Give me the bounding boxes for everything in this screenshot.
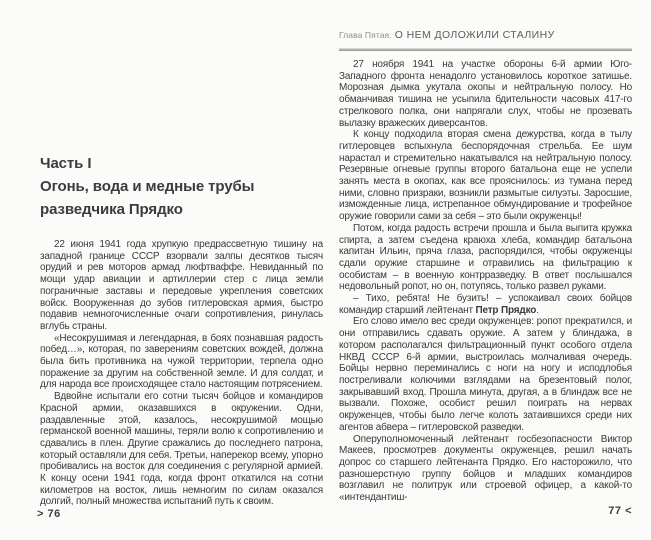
dialogue-text-end: . <box>536 304 539 316</box>
paragraph: Потом, когда радость встречи прошла и была выпита кружка спирта, а затем съедена краюха хлеба, командир батальона капитан Ильин, пряча глаза, распорядился, чтобы окруженцы сдали оружие старшине и отравились на фильтрацию к особистам – в военную контрразведку. В ответ послышался недовольный ропот, но он, потупясь, только развел руками. <box>339 222 632 293</box>
right-body-text <box>339 59 632 504</box>
paragraph: «Несокрушимая и легендарная, в боях познавшая радость побед…», которая, по заверениям советских вождей, должна была бить противника на чужой территории, терпела одно поражение за другим на собственной земле. И для солдат, и для народа все происходящее стало настоящим потрясением. <box>40 332 323 391</box>
page-number-left: > 76 <box>37 508 61 520</box>
dialogue-text: – Тихо, ребята! Не бузить! – успокаивал своих бойцов командир старший лейтенант <box>339 293 632 316</box>
page-number-right: 77 < <box>608 505 632 517</box>
left-body-text <box>40 239 323 508</box>
paragraph: 27 ноября 1941 на участке обороны 6-й армии Юго-Западного фронта ненадолго установилось короткое затишье. Морозная дымка укутала окопы и нейтральную полосу. Но обманчивая тишина не усыпила бдительности часовых 417-го стрелкового полка, они напрягали слух, чтобы не прозевать вылазку вражеских диверсантов. <box>339 59 632 129</box>
running-header <box>339 25 632 51</box>
running-header-chapter-title: О НЕМ ДОЛОЖИЛИ СТАЛИНУ <box>394 29 555 41</box>
paragraph: К концу подходила вторая смена дежурства, когда в тылу гитлеровцев вспыхнула беспорядочная стрельба. Ее шум нарастал и стремительно накатывался на нейтральную полосу. Резервные огневые группы второго батальона еще не успели занять места в окопах, как все прояснилось: из тумана перед ними, словно призраки, возникли размытые силуэты. Заросшие, изможденные лица, истрепанное обмундирование и трофейное оружие говорили сами за себя – это были окруженцы! <box>339 129 632 223</box>
running-header-chapter-label: Глава Пятая. <box>339 30 392 40</box>
paragraph: Оперуполномоченный лейтенант госбезопасности Виктор Макеев, просмотрев документы окруженцев, решил начать допрос со старшего лейтенанта Прядко. Его насторожило, что разношерстную группу бойцов и младших командиров возглавил не политрук или строевой офицер, а какой-то «интендантиш- <box>339 433 632 504</box>
part-label: Часть I <box>40 155 92 172</box>
paragraph: Его слово имело вес среди окруженцев: ропот прекратился, и они отправились сдавать оружие. А затем у блиндажа, в котором располагался фильтрационный пункт особого отдела НКВД СССР 6-й армии, выстроилась молчаливая очередь. Бойцы нервно переминались с ноги на ногу и исподлобья постреливали колючими взглядами на брезентовый полог, закрывавший вход. Прошла минута, другая, а в блиндаж все не вызвали. Похоже, особист решил поиграть на нервах окруженцев, чтобы было легче колоть затаившихся среди них агентов абвера – гитлеровской разведки. <box>339 316 632 433</box>
paragraph: Вдвойне испытали его сотни тысяч бойцов и командиров Красной армии, оказавшихся в окружении. Одни, раздавленные этой, казалось, несокрушимой мощью германской военной машины, теряли волю к сопротивлению и сдавались в плен. Другие сражались до последнего патрона, который оставляли для себя. Третьи, наперекор всему, упорно пробивались на восток для соединения с регулярной армией. К концу осени 1941 года, когда фронт откатился на сотни километров на восток, лишь немногим по силам оказался долгий, полный множества испытаний путь к своим. <box>40 391 323 508</box>
chapter-title-line-1: Огонь, вода и медные трубы <box>40 178 255 195</box>
header-rule <box>339 48 632 51</box>
chapter-heading <box>40 152 323 221</box>
paragraph: 22 июня 1941 года хрупкую предрассветную тишину на западной границе СССР взорвали залпы десятков тысяч орудий и рев моторов армад люфтваффе. Невиданный по мощи удар авиации и артиллерии стер с лица земли пограничные заставы и передовые укрепления советских войск. Вооруженная до зубов гитлеровская армия, быстро подавив немногочисленные очаги сопротивления, ринулась вглубь страны. <box>40 239 323 332</box>
left-page <box>37 0 323 540</box>
dialogue-paragraph <box>339 293 632 316</box>
right-page <box>339 0 632 540</box>
chapter-title-line-2: разведчика Прядко <box>40 201 183 218</box>
person-name: Петр Прядко <box>475 304 537 316</box>
